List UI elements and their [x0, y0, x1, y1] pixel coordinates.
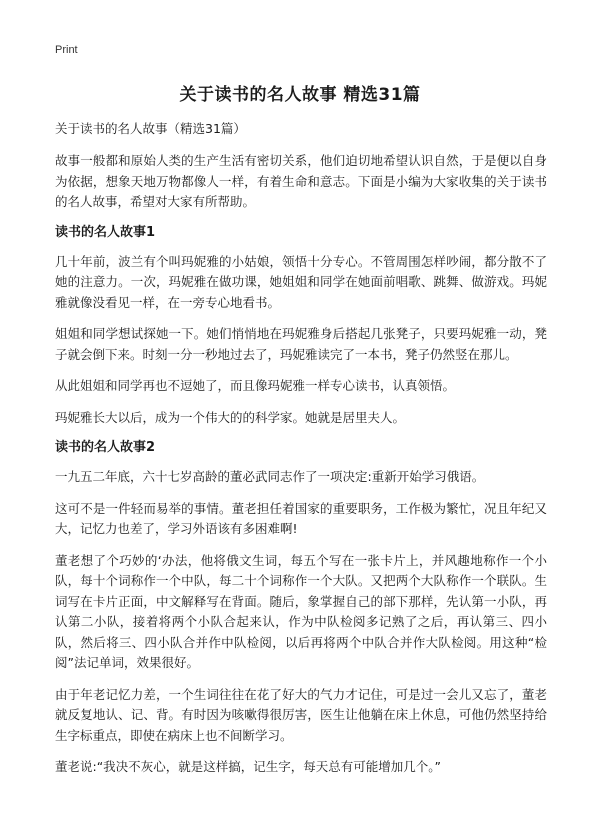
paragraph: 由于年老记忆力差，一个生词往往在花了好大的气力才记住，可是过一会儿又忘了，董老就反复地认、记、背。有时因为咳嗽得很厉害，医生让他躺在床上休息，可他仍然坚持给生字标重点，即使在病床上也不间断学习。 — [55, 686, 547, 743]
paragraph: 一九五二年底，六十七岁高龄的董必武同志作了一项决定:重新开始学习俄语。 — [55, 469, 485, 484]
paragraph: 董老想了个巧妙的‘办法，他将俄文生词，每五个写在一张卡片上，并风趣地称作一个小队，每十个词称作一个中队，每二十个词称作一个大队。又把两个大队称作一个联队。生词写在卡片正面，中文解释写在背面。随后，象掌握自己的部下那样，先认第一小队，再认第二小队，接着将两个小队合起来认，作为中队检阅多记熟了之后，再认第三、四小队，然后将三、四小队合并作中队检阅，以后再将两个中队合并作大队检阅。用这种“检阅”法记单词，效果很好。 — [55, 552, 547, 670]
intro-paragraph: 故事一般都和原始人类的生产生活有密切关系，他们迫切地希望认识自然，于是便以自身为依据，想象天地万物都像人一样，有着生命和意志。下面是小编为大家收集的关于读书的名人故事，希望对大家有所帮助。 — [55, 153, 547, 209]
section-heading: 读书的名人故事1 — [55, 224, 156, 240]
paragraph: 这可不是一件轻而易举的事情。董老担任着国家的重要职务，工作极为繁忙，况且年纪又大，记忆力也差了，学习外语该有多困难啊! — [55, 500, 547, 536]
document-subtitle: 关于读书的名人故事（精选31篇） — [55, 121, 246, 136]
paragraph: 玛妮雅长大以后，成为一个伟大的的科学家。她就是居里夫人。 — [55, 409, 406, 425]
section-2 — [55, 439, 547, 778]
paragraph: 姐姐和同学想试探她一下。她们悄悄地在玛妮雅身后搭起几张凳子，只要玛妮雅一动，凳子就会倒下来。时刻一分一秒地过去了，玛妮雅读完了一本书，凳子仍然竖在那儿。 — [55, 326, 547, 362]
paragraph: 从此姐姐和同学再也不逗她了，而且像玛妮雅一样专心读书，认真领悟。 — [55, 378, 456, 393]
paragraph: 几十年前，波兰有个叫玛妮雅的小姑娘，领悟十分专心。不管周围怎样吵闹，都分散不了她的注意力。一次，玛妮雅在做功课，她姐姐和同学在她面前唱歌、跳舞、做游戏。玛妮雅就像没看见一样，在一旁专心地看书。 — [55, 253, 547, 310]
document-body — [55, 120, 547, 789]
section-1 — [55, 224, 547, 429]
document-title: 关于读书的名人故事 精选31篇 — [179, 85, 421, 105]
section-heading: 读书的名人故事2 — [55, 440, 156, 455]
paragraph: 董老说:“我决不灰心，就是这样搞，记生字，每天总有可能增加几个。” — [55, 759, 441, 774]
print-label: Print — [55, 44, 78, 56]
